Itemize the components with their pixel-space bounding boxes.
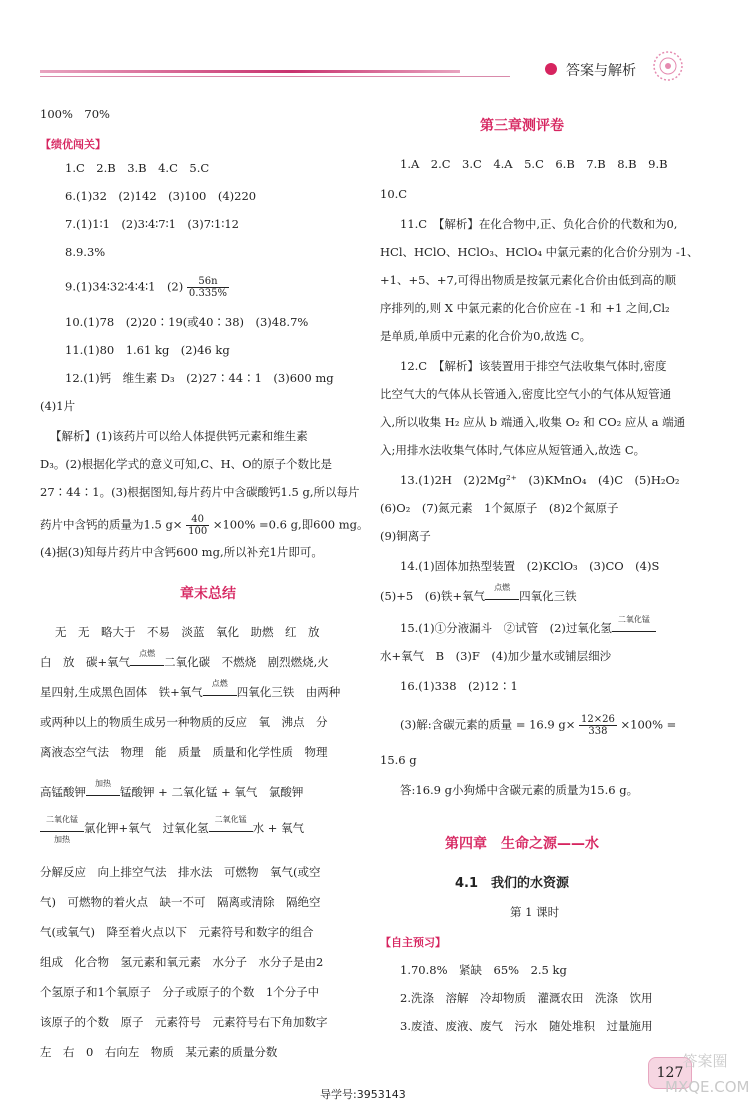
fraction xyxy=(187,276,229,299)
summary-line xyxy=(40,779,304,800)
reaction-arrow xyxy=(130,649,164,666)
answer-line: 3.废渣、废液、废气 污水 随处堆积 过量施用 xyxy=(400,1019,653,1033)
summary-line: 该原子的个数 原子 元素符号 元素符号右下角加数字 xyxy=(40,1015,328,1029)
summary-line: 左 右 0 右向左 物质 某元素的质量分数 xyxy=(40,1045,278,1059)
header-dot-icon xyxy=(545,63,557,75)
answer-line: 7.(1)1∶1 (2)3∶4∶7∶1 (3)7∶1∶12 xyxy=(65,217,239,231)
reaction-arrow xyxy=(612,615,656,632)
fraction xyxy=(186,514,209,537)
answer-line: 11.(1)80 1.61 kg (2)46 kg xyxy=(65,343,230,357)
reaction-condition: 二氧化锰 xyxy=(617,615,650,624)
answer-line: 8.9.3% xyxy=(65,245,106,259)
summary-text: 四氧化三铁 由两种 xyxy=(236,685,341,699)
answer-line: 10.(1)78 (2)20∶19(或40∶38) (3)48.7% xyxy=(65,315,309,329)
answer-line xyxy=(400,714,676,737)
answer-text: (5)+5 (6)铁+氧气 xyxy=(380,589,486,603)
answer-line: (6)O₂ (7)氮元素 1个氮原子 (8)2个氮原子 xyxy=(380,501,619,515)
answer-line: 1.70.8% 紧缺 65% 2.5 kg xyxy=(400,963,567,977)
summary-text: 二氧化碳 不燃烧 剧烈燃烧,火 xyxy=(164,655,329,669)
analysis-text: ×100% =0.6 g,即600 mg。 xyxy=(212,517,369,532)
answer-line xyxy=(400,615,656,636)
summary-line: 或两种以上的物质生成另一种物质的反应 氧 沸点 分 xyxy=(40,715,328,729)
analysis-text: 药片中含钙的质量为1.5 g× xyxy=(40,517,183,532)
analysis-line: 11.C 【解析】在化合物中,正、负化合价的代数和为0, xyxy=(400,217,678,231)
reaction-condition: 加热 xyxy=(54,835,70,844)
section-tag-yuxi: 【自主预习】 xyxy=(380,936,446,949)
section-title-summary: 章末总结 xyxy=(180,586,236,602)
page-number: 127 xyxy=(648,1057,692,1089)
fraction-denominator: 338 xyxy=(588,726,608,737)
answer-text: (3)解:含碳元素的质量 = 16.9 g× xyxy=(400,717,576,732)
watermark-url: MXQE.COM xyxy=(665,1078,750,1096)
summary-text: 白 放 碳+氧气 xyxy=(40,655,131,669)
lesson-title: 第 1 课时 xyxy=(510,905,560,919)
header-rule-thin xyxy=(40,76,510,77)
answer-line: 水+氧气 B (3)F (4)加少量水或铺层细沙 xyxy=(380,649,612,663)
analysis-line: 【解析】(1)该药片可以给人体提供钙元素和维生素 xyxy=(50,429,308,443)
section-title: 4.1 我们的水资源 xyxy=(455,876,570,891)
analysis-line: 入,所以收集 H₂ 应从 b 端通入,收集 O₂ 和 CO₂ 应从 a 端通 xyxy=(380,415,686,429)
reaction-condition: 点燃 xyxy=(139,649,156,658)
reaction-condition: 点燃 xyxy=(494,583,511,592)
fraction-numerator: 12×26 xyxy=(581,714,615,725)
analysis-line: 入;用排水法收集气体时,气体应从短管通入,故选 C。 xyxy=(380,443,646,457)
analysis-line: +1、+5、+7,可得出物质是按氯元素化合价由低到高的顺 xyxy=(380,273,677,287)
answer-line: 答:16.9 g小狗烯中含碳元素的质量为15.6 g。 xyxy=(400,783,639,797)
summary-line: 组成 化合物 氢元素和氧元素 水分子 水分子是由2 xyxy=(40,955,324,969)
fraction xyxy=(579,714,617,737)
reaction-condition: 二氧化锰 xyxy=(46,815,78,824)
chapter-title: 第四章 生命之源——水 xyxy=(445,836,599,852)
reaction-arrow xyxy=(485,583,519,600)
answer-line xyxy=(380,583,577,604)
watermark-logo xyxy=(665,1048,750,1108)
answer-line: 13.(1)2H (2)2Mg²⁺ (3)KMnO₄ (4)C (5)H₂O₂ xyxy=(400,473,680,487)
analysis-line: 比空气大的气体从长管通入,密度比空气小的气体从短管通 xyxy=(380,387,672,401)
page-header xyxy=(0,0,750,90)
analysis-line: 是单质,单质中元素的化合价为0,故选 C。 xyxy=(380,329,592,343)
reaction-arrow xyxy=(40,815,84,844)
answer-line: 100% 70% xyxy=(40,107,110,121)
reaction-condition: 点燃 xyxy=(211,679,228,688)
fraction-numerator: 40 xyxy=(186,514,209,526)
summary-line: 气(或氧气) 降至着火点以下 元素符号和数字的组合 xyxy=(40,925,314,939)
answer-line: (4)1片 xyxy=(40,399,76,413)
summary-line xyxy=(40,649,329,670)
summary-line: 个氢原子和1个氧原子 分子或原子的个数 1个分子中 xyxy=(40,985,320,999)
summary-text: 锰酸钾 + 二氧化锰 + 氧气 氯酸钾 xyxy=(120,785,304,799)
answer-line: 2.洗涤 溶解 冷却物质 灌溉农田 洗涤 饮用 xyxy=(400,991,653,1005)
answer-line: 10.C xyxy=(380,187,408,201)
section-title-test: 第三章测评卷 xyxy=(480,118,564,134)
answer-line: 14.(1)固体加热型装置 (2)KClO₃ (3)CO (4)S xyxy=(400,559,660,573)
reaction-arrow xyxy=(203,679,237,696)
summary-line: 离液态空气法 物理 能 质量 质量和化学性质 物理 xyxy=(40,745,328,759)
answer-line: 1.C 2.B 3.B 4.C 5.C xyxy=(65,161,210,175)
reaction-arrow xyxy=(209,815,253,832)
analysis-line: 12.C 【解析】该装置用于排空气法收集气体时,密度 xyxy=(400,359,667,373)
answer-line: 6.(1)32 (2)142 (3)100 (4)220 xyxy=(65,189,257,203)
fraction-numerator: 56n xyxy=(187,276,229,288)
fraction-denominator: 100 xyxy=(188,526,208,537)
analysis-line: HCl、HClO、HClO₃、HClO₄ 中氯元素的化合价分别为 -1、 xyxy=(380,245,699,259)
summary-line xyxy=(40,815,305,844)
summary-line xyxy=(40,679,341,700)
analysis-line xyxy=(40,514,369,537)
summary-line: 气) 可燃物的着火点 缺一不可 隔离或清除 隔绝空 xyxy=(40,895,321,909)
flower-ornament-icon xyxy=(650,48,686,84)
answer-line: 12.(1)钙 维生素 D₃ (2)27∶44∶1 (3)600 mg xyxy=(65,371,334,385)
reaction-condition: 加热 xyxy=(95,779,111,788)
summary-text: 氯化钾+氧气 过氧化氢 xyxy=(84,821,209,835)
summary-text: 高锰酸钾 xyxy=(40,785,86,799)
summary-line: 无 无 略大于 不易 淡蓝 氧化 助燃 红 放 xyxy=(55,625,320,639)
answer-text: ×100% = xyxy=(620,717,677,732)
section-tag-xuanyou: 【绩优闯关】 xyxy=(40,138,106,151)
watermark-text: 答案圈 xyxy=(682,1052,728,1070)
answer-text: 15.(1)①分液漏斗 ②试管 (2)过氧化氢 xyxy=(400,621,612,635)
summary-text: 星四射,生成黑色固体 铁+氧气 xyxy=(40,685,203,699)
reaction-arrow xyxy=(86,779,120,796)
header-title: 答案与解析 xyxy=(566,63,636,79)
guide-number: 导学号:3953143 xyxy=(320,1088,406,1101)
analysis-line: 序排列的,则 X 中氯元素的化合价应在 -1 和 +1 之间,Cl₂ xyxy=(380,301,670,315)
header-rule xyxy=(40,70,460,73)
fraction-denominator: 0.335% xyxy=(188,288,228,299)
summary-line: 分解反应 向上排空气法 排水法 可燃物 氧气(或空 xyxy=(40,865,321,879)
analysis-line: 27∶44∶1。(3)根据图知,每片药片中含碳酸钙1.5 g,所以每片 xyxy=(40,485,360,499)
analysis-line: D₃。(2)根据化学式的意义可知,C、H、O的原子个数比是 xyxy=(40,457,333,471)
answer-line xyxy=(65,276,229,299)
answer-line: 16.(1)338 (2)12∶1 xyxy=(400,679,518,693)
answer-line: (9)铜离子 xyxy=(380,529,431,543)
analysis-line: (4)据(3)知每片药片中含钙600 mg,所以补充1片即可。 xyxy=(40,545,323,559)
answer-line: 15.6 g xyxy=(380,753,417,767)
reaction-condition: 二氧化锰 xyxy=(214,815,247,824)
answer-text: 9.(1)34∶32∶4∶4∶1 (2) xyxy=(65,279,184,294)
answer-text: 四氧化三铁 xyxy=(519,589,577,603)
summary-text: 水 + 氧气 xyxy=(252,821,305,835)
answer-line: 1.A 2.C 3.C 4.A 5.C 6.B 7.B 8.B 9.B xyxy=(400,157,668,171)
